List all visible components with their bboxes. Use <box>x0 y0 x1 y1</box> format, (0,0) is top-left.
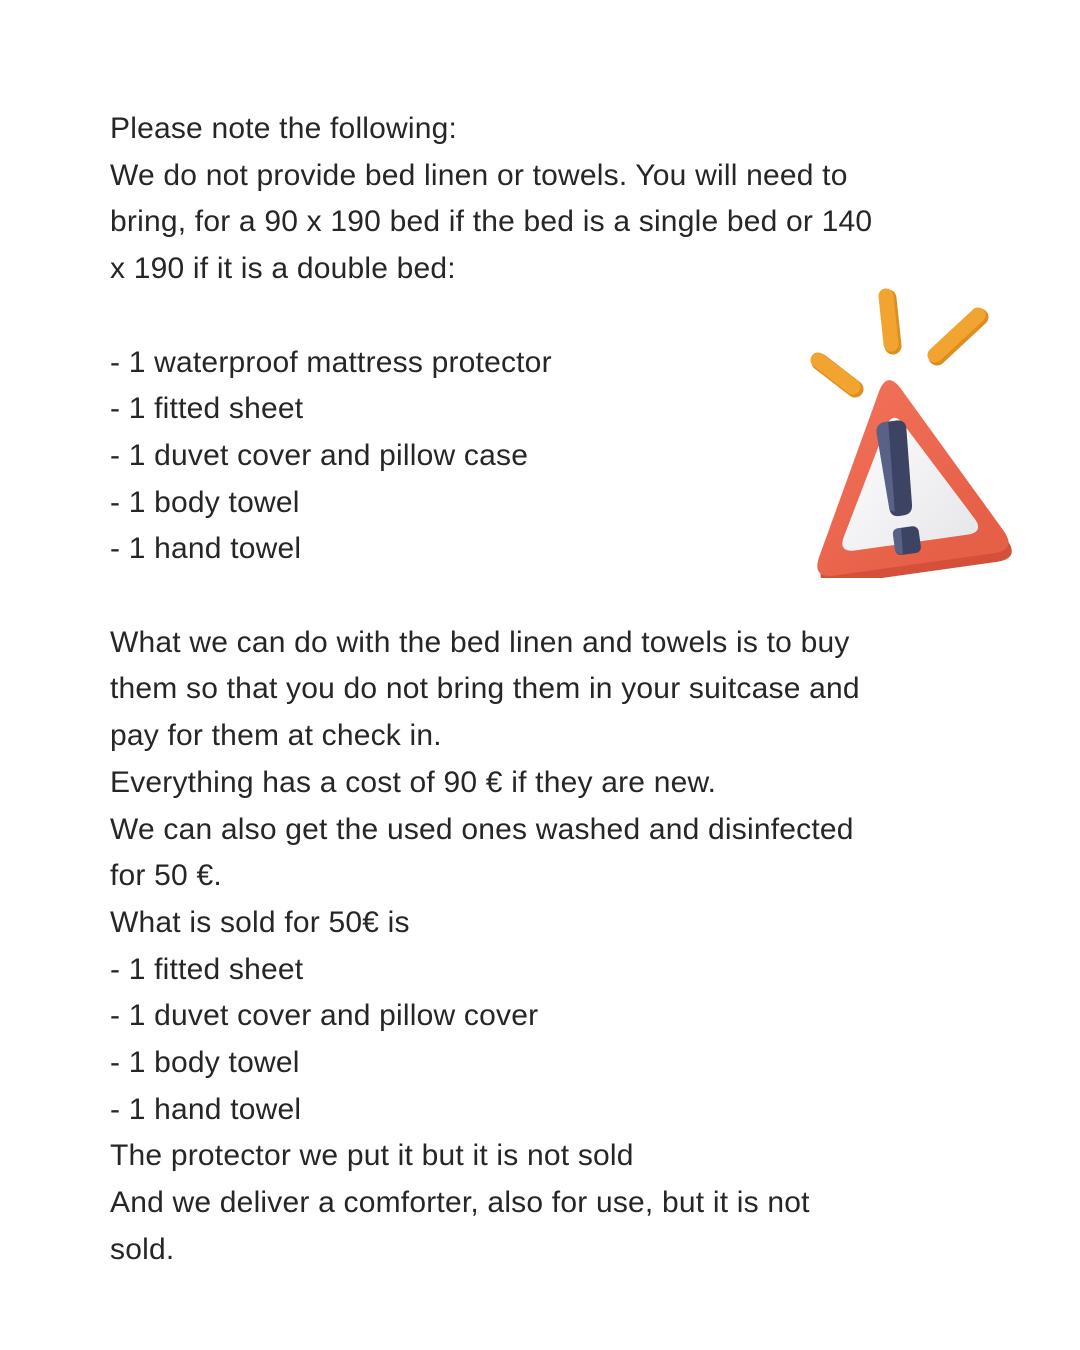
list-item: - 1 fitted sheet <box>110 392 304 426</box>
text-line: The protector we put it but it is not sold <box>110 1139 634 1173</box>
list-item: - 1 body towel <box>110 485 300 519</box>
warning-rays <box>818 296 980 389</box>
text-line: for 50 €. <box>110 859 222 893</box>
list-item: - 1 duvet cover and pillow cover <box>110 999 539 1033</box>
sold-items-list <box>110 947 970 1134</box>
list-item: - 1 fitted sheet <box>110 952 304 986</box>
list-item: - 1 hand towel <box>110 1092 302 1126</box>
intro-paragraph <box>110 106 970 293</box>
warning-triangle-svg <box>780 278 1030 578</box>
text-line: What we can do with the bed linen and towels is to buy <box>110 625 850 659</box>
text-line: We do not provide bed linen or towels. You will need to <box>110 158 848 192</box>
warning-triangle-body <box>793 366 1013 578</box>
warning-triangle-icon <box>780 278 1030 578</box>
list-item: - 1 hand towel <box>110 532 302 566</box>
list-item: - 1 body towel <box>110 1046 300 1080</box>
text-line: Please note the following: <box>110 112 458 145</box>
text-line: Everything has a cost of 90 € if they are new. <box>110 765 717 799</box>
text-line: x 190 if it is a double bed: <box>110 252 456 286</box>
offer-paragraph <box>110 620 970 947</box>
list-item: - 1 waterproof mattress protector <box>110 345 552 379</box>
list-item: - 1 duvet cover and pillow case <box>110 438 529 472</box>
text-line: We can also get the used ones washed and disinfected <box>110 812 854 846</box>
closing-paragraph <box>110 1133 970 1273</box>
text-line: And we deliver a comforter, also for use, but it is not <box>110 1186 810 1220</box>
text-line: sold. <box>110 1232 175 1266</box>
text-line: What is sold for 50€ is <box>110 905 410 939</box>
text-line: them so that you do not bring them in your suitcase and <box>110 672 860 706</box>
text-line: bring, for a 90 x 190 bed if the bed is a single bed or 140 <box>110 205 873 239</box>
text-line: pay for them at check in. <box>110 719 442 753</box>
